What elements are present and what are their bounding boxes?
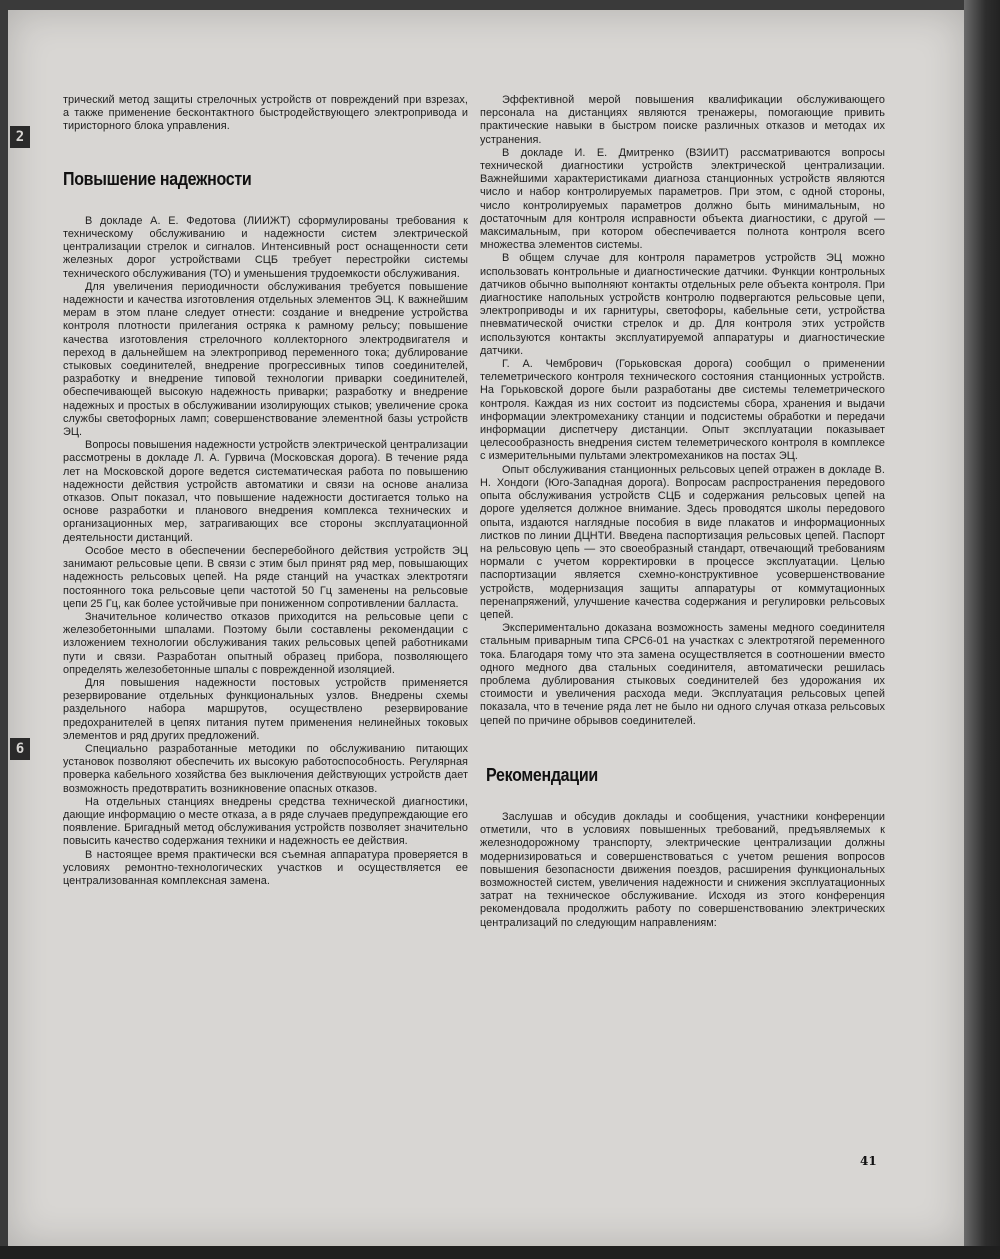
article-paragraph: На отдельных станциях внедрены средства технической диагностики, дающие информацию о месте отказа, а в ряде случаев предупреждающие его появление. Бригадный метод обслуживания устройств позволяет значительно повысить качество содержания техники и надежность ее действия.: [63, 795, 468, 848]
article-paragraph: Для повышения надежности постовых устройств применяется резервирование отдельных функциональных узлов. Внедрены схемы раздельного набора маршрутов, осуществлено резервирование предохранителей в цепях питания путем применения нелинейных токовых элементов и ряд других предложений.: [63, 676, 468, 742]
section-heading-recommendations: Рекомендации: [486, 765, 598, 786]
section-heading-reliability: Повышение надежности: [63, 169, 252, 190]
article-paragraph: Особое место в обеспечении бесперебойного действия устройств ЭЦ занимают рельсовые цепи. В связи с этим был принят ряд мер, повышающих надежность рельсовых цепей. На ряде станций на участках электротяги постоянного тока рельсовые цепи частотой 50 Гц заменены на рельсовые цепи 25 Гц, как более устойчивые при пониженном сопротивлении балласта.: [63, 544, 468, 610]
article-paragraph: Вопросы повышения надежности устройств электрической централизации рассмотрены в докладе Л. А. Гурвича (Московская дорога). В течение ряда лет на Московской дороге ведется систематическая работа по повышению надежности действия устройств автоматики и связи на основе анализа отказов. Опыт показал, что повышение надежности достигается только на основе разработки и планового внедрения комплекса технических и организационных мер, затрагивающих все стороны эксплуатационной деятельности дистанций.: [63, 439, 468, 544]
page-number: 41: [860, 1154, 877, 1168]
article-paragraph: Значительное количество отказов приходится на рельсовые цепи с железобетонными шпалами. Поэтому были составлены рекомендации с изложением технологии обслуживания таких рельсовых цепей работниками пути и связи. Разработан опытный образец прибора, позволяющего определять железобетонные шпалы с поврежденной изоляцией.: [63, 610, 468, 676]
article-paragraph: Г. А. Чембрович (Горьковская дорога) сообщил о применении телеметрического контроля технического состояния станционных устройств. На Горьковской дороге были разработаны две системы телеметрического контроля. Каждая из них состоит из подсистемы сбора, хранения и выдачи информации электромеханику станции и подсистемы обработки и передачи информации диспетчеру дистанции. Опыт эксплуатации показывает целесообразность внедрения систем телеметрического контроля в комплексе с измерительными пультами электромехаников на постах ЭЦ.: [480, 358, 885, 463]
article-paragraph: Специально разработанные методики по обслуживанию питающих установок позволяют обеспечить их высокую работоспособность. Регулярная проверка кабельного хозяйства без выключения действующих устройств дает возможность предотвратить возникновение опасных отказов.: [63, 742, 468, 795]
left-column: [63, 94, 468, 888]
scan-bottom-edge: [0, 1246, 1000, 1259]
article-paragraph: В настоящее время практически вся съемная аппаратура проверяется в условиях ремонтно-технологических участков и осуществляется ее централизованная комплексная замена.: [63, 848, 468, 887]
article-paragraph: Эффективной мерой повышения квалификации обслуживающего персонала на дистанциях являются тренажеры, помогающие привить практические навыки в быстром поиске различных отказов и методах их устранения.: [480, 94, 885, 146]
article-paragraph: В докладе А. Е. Федотова (ЛИИЖТ) сформулированы требования к техническому обслуживанию и надежности систем электрической централизации стрелок и сигналов. Интенсивный рост оснащенности сети железных дорог устройствами СЦБ требует перестройки системы технического обслуживания (ТО) и уменьшения трудоемкости обслуживания.: [63, 214, 468, 280]
article-paragraph: В общем случае для контроля параметров устройств ЭЦ можно использовать контрольные и диагностические датчики. Функции контрольных датчиков обычно выполняют контакты отдельных реле объекта контроля. При диагностике напольных устройств контролю подвергаются рельсовые цепи, электроприводы и их гарнитуры, светофоры, кабельные сети, устройства пневматической очистки стрелок и др. Для контроля этих устройств используются контакты эксплуатируемой аппаратуры и диагностические датчики.: [480, 252, 885, 357]
article-paragraph: Экспериментально доказана возможность замены медного соединителя стальным приварным типа СРС6-01 на участках с электротягой переменного тока. Благодаря тому что эта замена осуществляется в соотношении вместо одного медного два стальных соединителя, автоматически решилась проблема дублирования стыковых соединителей без удорожания их стоимости и увеличения расхода меди. Эксплуатация рельсовых цепей показала, что в течение ряда лет не было ни одного случая отказа рельсовых цепей по причине обрывов соединителей.: [480, 622, 885, 727]
intro-paragraph: трический метод защиты стрелочных устройств от повреждений при взрезах, а также применение бесконтактного быстродействующего электропривода и тиристорного блока управления.: [63, 94, 468, 133]
article-paragraph: В докладе И. Е. Дмитренко (ВЗИИТ) рассматриваются вопросы технической диагностики устройств электрической централизации. Важнейшими характеристиками диагноза станционных устройств являются число и набор контролируемых параметров. При этом, с одной стороны, число контролируемых параметров должно быть минимальным, но достаточным для контроля исправности объекта диагностики, с другой — максимальным, при котором обеспечивается полнота контроля всего множества элементов системы.: [480, 146, 885, 252]
article-paragraph: Опыт обслуживания станционных рельсовых цепей отражен в докладе В. Н. Хондоги (Юго-Западная дорога). Вопросам распространения передового опыта обслуживания устройств СЦБ и содержания рельсовых цепей на дороге уделяется должное внимание. Здесь проводятся школы передового опыта, издаются наглядные пособия в виде плакатов и информационных листков по линии ДЦНТИ. Введена паспортизация рельсовых цепей. Паспорт на рельсовую цепь — это своеобразный стандарт, отвечающий требованиям нормали с учетом корректировки в процессе эксплуатации. Целью паспортизации является схемно-конструктивное усовершенствование устройств, модернизация защиты аппаратуры от коммутационных перенапряжений, улучшение качества содержания и регулировки рельсовых цепей.: [480, 463, 885, 621]
side-tab-marker-middle: 6: [10, 738, 30, 760]
right-column: [480, 94, 885, 930]
article-paragraph: Для увеличения периодичности обслуживания требуется повышение надежности и качества изготовления отдельных элементов ЭЦ. К важнейшим мерам в этом плане следует отнести: создание и внедрение устройства контроля плотности прилегания остряка к рамному рельсу; повышение качества изготовления стрелочного коллекторного электродвигателя и переход в дальнейшем на электропривод переменного тока; дублирование стыковых соединителей, внедрение прогрессивных типов соединителей, разработку и внедрение типовой технологии приварки соединителей, обеспечивающей высокую надежность приварки; разработку и внедрение надежных и простых в обслуживании изолирующих стыков; увеличение срока службы светофорных ламп; совершенствование элементной базы устройств ЭЦ.: [63, 280, 468, 439]
side-tab-marker-top: 2: [10, 126, 30, 148]
scan-dark-margin: [964, 0, 1000, 1259]
recommendation-paragraph: Заслушав и обсудив доклады и сообщения, участники конференции отметили, что в условиях повышенных требований, предъявляемых к железнодорожному транспорту, электрические централизации должны модернизироваться и совершенствоваться с учетом решения вопросов повышения безопасности движения поездов, расширения функциональных возможностей систем, увеличения надежности и снижения эксплуатационных затрат на техническое обслуживание. Исходя из этого конференция рекомендовала продолжить работу по совершенствованию электрических централизаций по следующим направлениям:: [480, 810, 885, 929]
